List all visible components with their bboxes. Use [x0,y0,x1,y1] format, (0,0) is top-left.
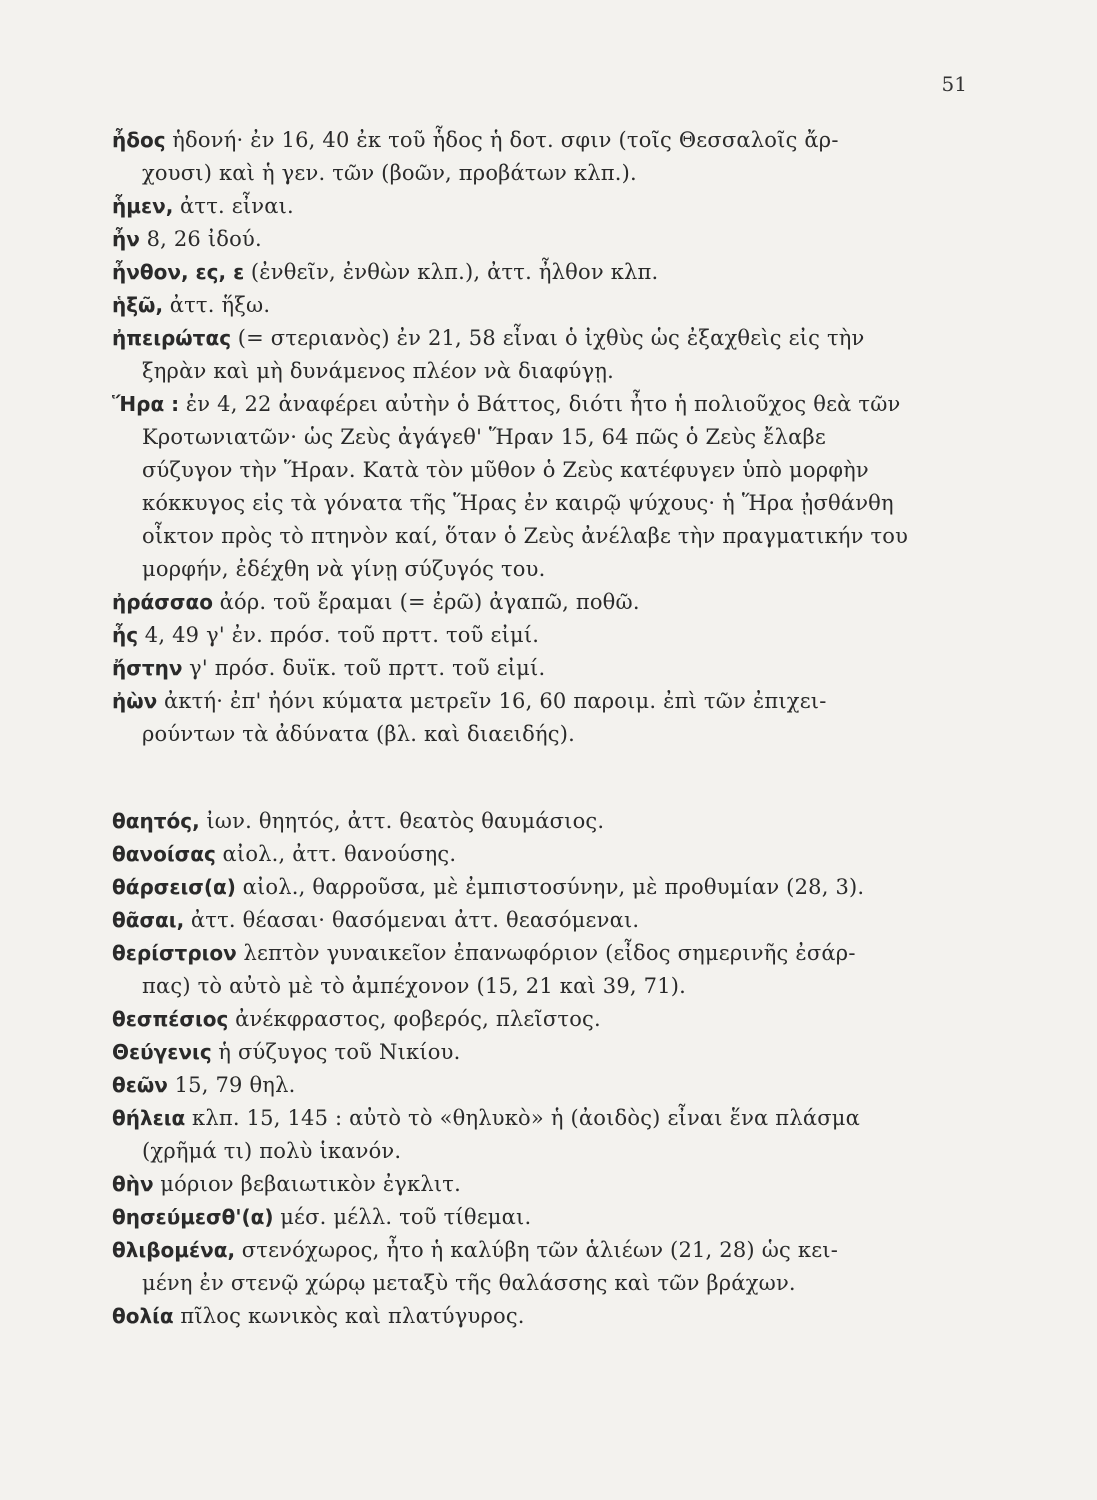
glossary-entry [112,190,982,223]
glossary-entry [112,685,982,751]
entry-line [112,388,982,421]
entry-definition: ρούντων τὰ ἀδύνατα (βλ. καὶ διαειδής). [142,722,576,746]
entry-line [112,454,982,487]
entry-headword: ἠράσσαο [112,590,213,614]
entry-line [112,937,982,970]
entry-headword: θήλεια [112,1106,186,1130]
entry-line [112,586,982,619]
glossary-entry [112,805,982,838]
entry-definition: αἰολ., ἀττ. θανούσης. [222,842,457,866]
glossary-entry [112,1201,982,1234]
entry-headword: θεσπέσιος [112,1007,229,1031]
entry-headword: ἠπειρώτας [112,326,232,350]
glossary-entry [112,904,982,937]
entry-headword: ἠὼν [112,689,158,713]
glossary-entry [112,223,982,256]
entry-line [112,871,982,904]
entry-line [112,1003,982,1036]
glossary-entry [112,619,982,652]
entry-definition: ἀττ. εἶναι. [180,194,294,218]
entry-line [112,1168,982,1201]
entry-line [112,1036,982,1069]
entry-line [112,223,982,256]
entry-definition: ἀκτή· ἐπ' ἠόνι κύματα μετρεῖν 16, 60 παροιμ. ἐπὶ τῶν ἐπιχει- [163,689,827,713]
entry-definition: χουσι) καὶ ἡ γεν. τῶν (βοῶν, προβάτων κλπ.). [142,161,637,185]
glossary-entry [112,256,982,289]
entry-definition: 4, 49 γ' ἐν. πρόσ. τοῦ πρττ. τοῦ εἰμί. [144,623,540,647]
entry-definition: οἶκτον πρὸς τὸ πτηνὸν καί, ὅταν ὁ Ζεὺς ἀνέλαβε τὴν πραγματικήν του [142,524,909,548]
entry-definition: πας) τὸ αὐτὸ μὲ τὸ ἀμπέχονον (15, 21 καὶ 39, 71). [142,974,687,998]
glossary-entry [112,1003,982,1036]
section-gap [112,751,982,805]
page-number: 51 [941,72,967,96]
entry-definition: (ἐνθεῖν, ἐνθὼν κλπ.), ἀττ. ἦλθον κλπ. [250,260,659,284]
entry-definition: 8, 26 ἰδού. [146,227,262,251]
glossary-entry [112,322,982,388]
entry-line [112,355,982,388]
entry-line [112,1102,982,1135]
entry-definition: μένη ἐν στενῷ χώρῳ μεταξὺ τῆς θαλάσσης καὶ τῶν βράχων. [142,1271,796,1295]
entry-line [112,124,982,157]
entry-definition: ἀνέκφραστος, φοβερός, πλεῖστος. [235,1007,601,1031]
entry-headword: θολία [112,1304,174,1328]
entry-definition: ἀττ. ἥξω. [169,293,271,317]
entry-definition: κλπ. 15, 145 : αὐτὸ τὸ «θηλυκὸ» ἡ (ἀοιδὸς) εἶναι ἕνα πλάσμα [192,1106,860,1130]
entry-definition: μορφήν, ἐδέχθη νὰ γίνῃ σύζυγός του. [142,557,546,581]
glossary-entry [112,586,982,619]
entry-headword: θάρσεισ(α) [112,875,236,899]
entry-line [112,553,982,586]
entry-line [112,1069,982,1102]
glossary-entry [112,838,982,871]
glossary-entry [112,289,982,322]
entry-line [112,157,982,190]
entry-headword: Θεύγενις [112,1040,212,1064]
glossary-entry [112,937,982,1003]
glossary-entry [112,652,982,685]
entry-line [112,619,982,652]
entry-line [112,487,982,520]
entry-headword: θεῶν [112,1073,168,1097]
entry-definition: ἡ σύζυγος τοῦ Νικίου. [218,1040,461,1064]
entry-headword: ἧμεν, [112,194,174,218]
entry-definition: γ' πρόσ. δυϊκ. τοῦ πρττ. τοῦ εἰμί. [189,656,546,680]
glossary-column [112,124,982,1333]
entry-definition: κόκκυγος εἰς τὰ γόνατα τῆς Ἥρας ἐν καιρῷ ψύχους· ἡ Ἥρα ᾐσθάνθη [142,491,894,515]
entry-definition: ἐν 4, 22 ἀναφέρει αὐτὴν ὁ Βάττος, διότι ἦτο ἡ πολιοῦχος θεὰ τῶν [185,392,901,416]
entry-headword: ἦνθον, ες, ε [112,260,245,284]
entry-definition: ξηρὰν καὶ μὴ δυνάμενος πλέον νὰ διαφύγῃ. [142,359,614,383]
glossary-entry [112,1168,982,1201]
entry-headword: θερίστριον [112,941,237,965]
entry-headword: ἦν [112,227,140,251]
entry-line [112,1201,982,1234]
entry-definition: αἰολ., θαρροῦσα, μὲ ἐμπιστοσύνην, μὲ προθυμίαν (28, 3). [242,875,865,899]
glossary-entry [112,388,982,586]
entry-definition: ἀττ. θέασαι· θασόμεναι ἀττ. θεασόμεναι. [190,908,640,932]
entry-headword: ἦδος [112,128,166,152]
entry-line [112,289,982,322]
entry-line [112,1234,982,1267]
entry-definition: (χρῆμά τι) πολὺ ἱκανόν. [142,1139,402,1163]
entry-headword: θησεύμεσθ'(α) [112,1205,274,1229]
entry-headword: θὴν [112,1172,154,1196]
entry-line [112,970,982,1003]
entry-line [112,256,982,289]
entry-definition: ἀόρ. τοῦ ἔραμαι (= ἐρῶ) ἀγαπῶ, ποθῶ. [219,590,640,614]
entry-definition: (= στεριανὸς) ἐν 21, 58 εἶναι ὁ ἰχθὺς ὡς ἐξαχθεὶς εἰς τὴν [237,326,865,350]
entry-definition: 15, 79 θηλ. [174,1073,296,1097]
entry-headword: θᾶσαι, [112,908,185,932]
entry-line [112,805,982,838]
entry-headword: θανοίσας [112,842,216,866]
entry-line [112,685,982,718]
entry-line [112,904,982,937]
entry-line [112,421,982,454]
entry-headword: ἦς [112,623,139,647]
entry-line [112,190,982,223]
entry-definition: Κροτωνιατῶν· ὡς Ζεὺς ἀγάγεθ' Ἥραν 15, 64 πῶς ὁ Ζεὺς ἔλαβε [142,425,826,449]
entry-definition: στενόχωρος, ἦτο ἡ καλύβη τῶν ἁλιέων (21, 28) ὡς κει- [241,1238,838,1262]
entry-definition: ἰων. θηητός, ἀττ. θεατὸς θαυμάσιος. [206,809,605,833]
entry-line [112,1267,982,1300]
entry-line [112,838,982,871]
glossary-entry [112,1102,982,1168]
entry-headword: Ἥρα : [112,392,180,416]
entry-line [112,1135,982,1168]
entry-line [112,520,982,553]
entry-headword: ἡξῶ, [112,293,164,317]
entry-definition: πῖλος κωνικὸς καὶ πλατύγυρος. [180,1304,525,1328]
glossary-entry [112,124,982,190]
entry-definition: μόριον βεβαιωτικὸν ἐγκλιτ. [160,1172,461,1196]
entry-definition: μέσ. μέλλ. τοῦ τίθεμαι. [280,1205,532,1229]
entry-definition: ἡδονή· ἐν 16, 40 ἐκ τοῦ ἧδος ἡ δοτ. σφιν (τοῖς Θεσσαλοῖς ἄρ- [172,128,839,152]
glossary-entry [112,1300,982,1333]
entry-headword: θαητός, [112,809,200,833]
glossary-entry [112,1036,982,1069]
glossary-entry [112,1234,982,1300]
entry-headword: θλιβομένα, [112,1238,236,1262]
entry-line [112,1300,982,1333]
glossary-entry [112,871,982,904]
entry-line [112,718,982,751]
entry-line [112,652,982,685]
entry-definition: λεπτὸν γυναικεῖον ἐπανωφόριον (εἶδος σημερινῆς ἐσάρ- [243,941,856,965]
entry-definition: σύζυγον τὴν Ἥραν. Κατὰ τὸν μῦθον ὁ Ζεὺς κατέφυγεν ὑπὸ μορφὴν [142,458,869,482]
glossary-entry [112,1069,982,1102]
entry-headword: ἤστην [112,656,183,680]
entry-line [112,322,982,355]
